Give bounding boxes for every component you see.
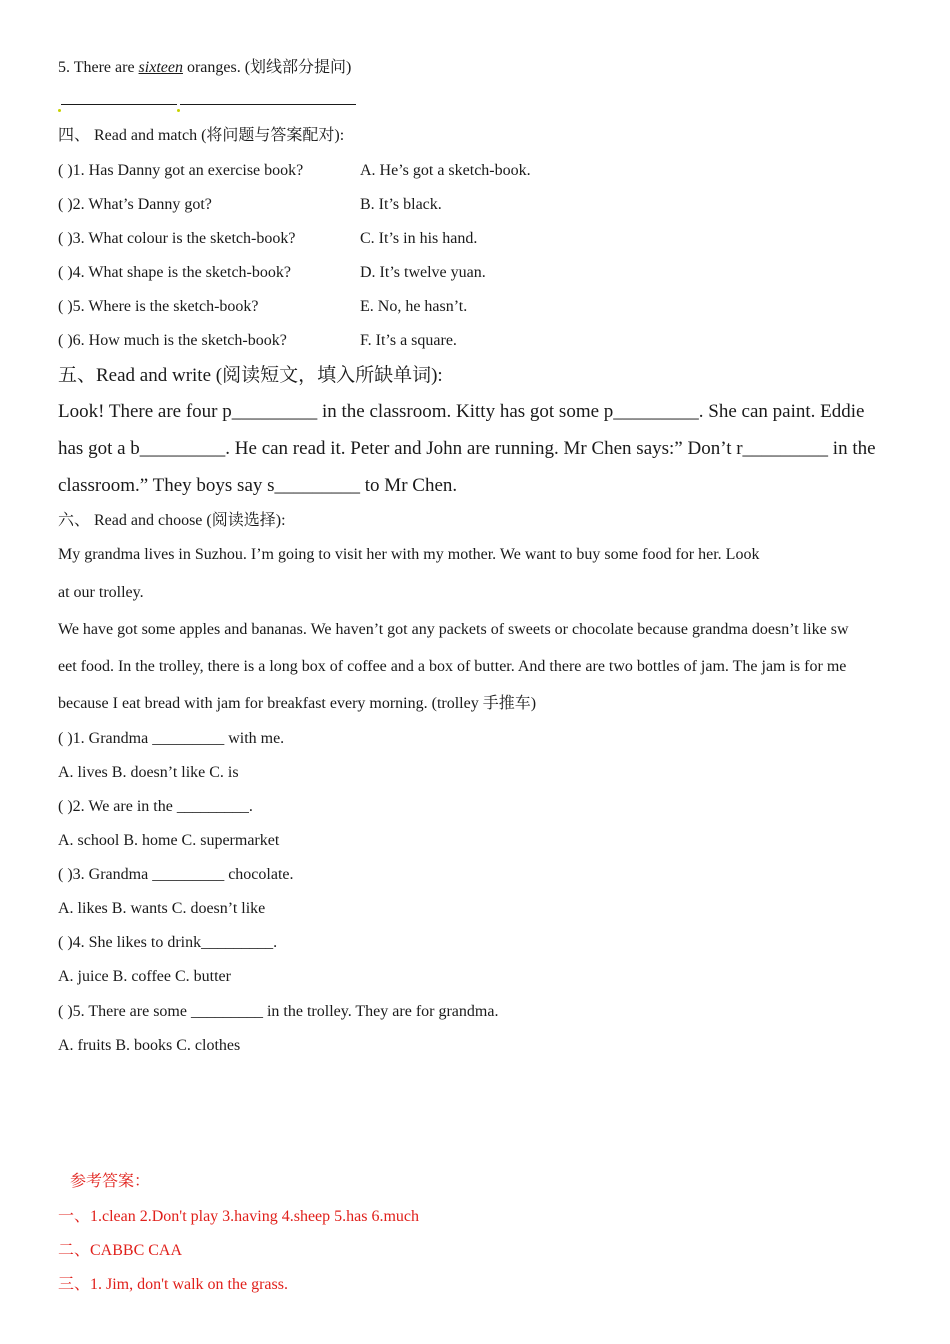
section-4-heading: 四、 Read and match (将问题与答案配对): [58,127,345,144]
passage-line: Look! There are four p_________ in the classroom. Kitty has got some p_________. She can paint. Eddie [58,401,865,422]
match-row: ( )5. Where is the sketch-book? E. No, he hasn’t. [58,298,468,315]
choice-question: ( )4. She likes to drink_________. [58,934,278,951]
match-row: ( )2. What’s Danny got? B. It’s black. [58,196,442,213]
answer-line: 三、1. Jim, don't walk on the grass. [58,1276,288,1293]
match-row: ( )4. What shape is the sketch-book? D. It’s twelve yuan. [58,264,486,281]
match-row: ( )1. Has Danny got an exercise book? A. He’s got a sketch-book. [58,162,531,179]
passage-line: because I eat bread with jam for breakfast every morning. (trolley 手推车) [58,695,537,712]
choice-options: A. lives B. doesn’t like C. is [58,764,239,781]
passage-line: We have got some apples and bananas. We haven’t got any packets of sweets or chocolate because grandma doesn’t like sw [58,621,849,638]
match-row: ( )6. How much is the sketch-book? F. It’s a square. [58,332,457,349]
mark-dot [58,109,61,112]
choice-question: ( )3. Grandma _________ chocolate. [58,866,294,883]
choice-options: A. likes B. wants C. doesn’t like [58,900,266,917]
underlined-word: sixteen [138,59,183,76]
blank-2[interactable] [180,90,356,105]
answer-line: 一、1.clean 2.Don't play 3.having 4.sheep 5.has 6.much [58,1208,420,1225]
match-row: ( )3. What colour is the sketch-book? C. It’s in his hand. [58,230,478,247]
question-5: 5. There are sixteen oranges. (划线部分提问) [58,59,352,76]
passage-line: classroom.” They boys say s_________ to Mr Chen. [58,475,458,496]
choice-options: A. school B. home C. supermarket [58,832,280,849]
passage-line: eet food. In the trolley, there is a long box of coffee and a box of butter. And there are two bottles of jam. The jam is for me [58,658,847,675]
mark-dot [177,109,180,112]
section-5-heading: 五、Read and write (阅读短文，填入所缺单词): [58,365,443,386]
passage-line: has got a b_________. He can read it. Peter and John are running. Mr Chen says:” Don’t r_________ in the [58,438,876,459]
choice-question: ( )1. Grandma _________ with me. [58,730,285,747]
passage-line: at our trolley. [58,584,144,601]
blank-1[interactable] [61,90,177,105]
section-6-heading: 六、 Read and choose (阅读选择): [58,512,286,529]
answer-line: 二、CABBC CAA [58,1242,183,1259]
choice-options: A. juice B. coffee C. butter [58,968,231,985]
choice-question: ( )2. We are in the _________. [58,798,253,815]
answers-title: 参考答案： [70,1173,151,1190]
choice-options: A. fruits B. books C. clothes [58,1037,241,1054]
choice-question: ( )5. There are some _________ in the trolley. They are for grandma. [58,1003,499,1020]
answer-blank-line[interactable] [58,90,356,111]
passage-line: My grandma lives in Suzhou. I’m going to visit her with my mother. We want to buy some food for her. Look [58,546,760,563]
